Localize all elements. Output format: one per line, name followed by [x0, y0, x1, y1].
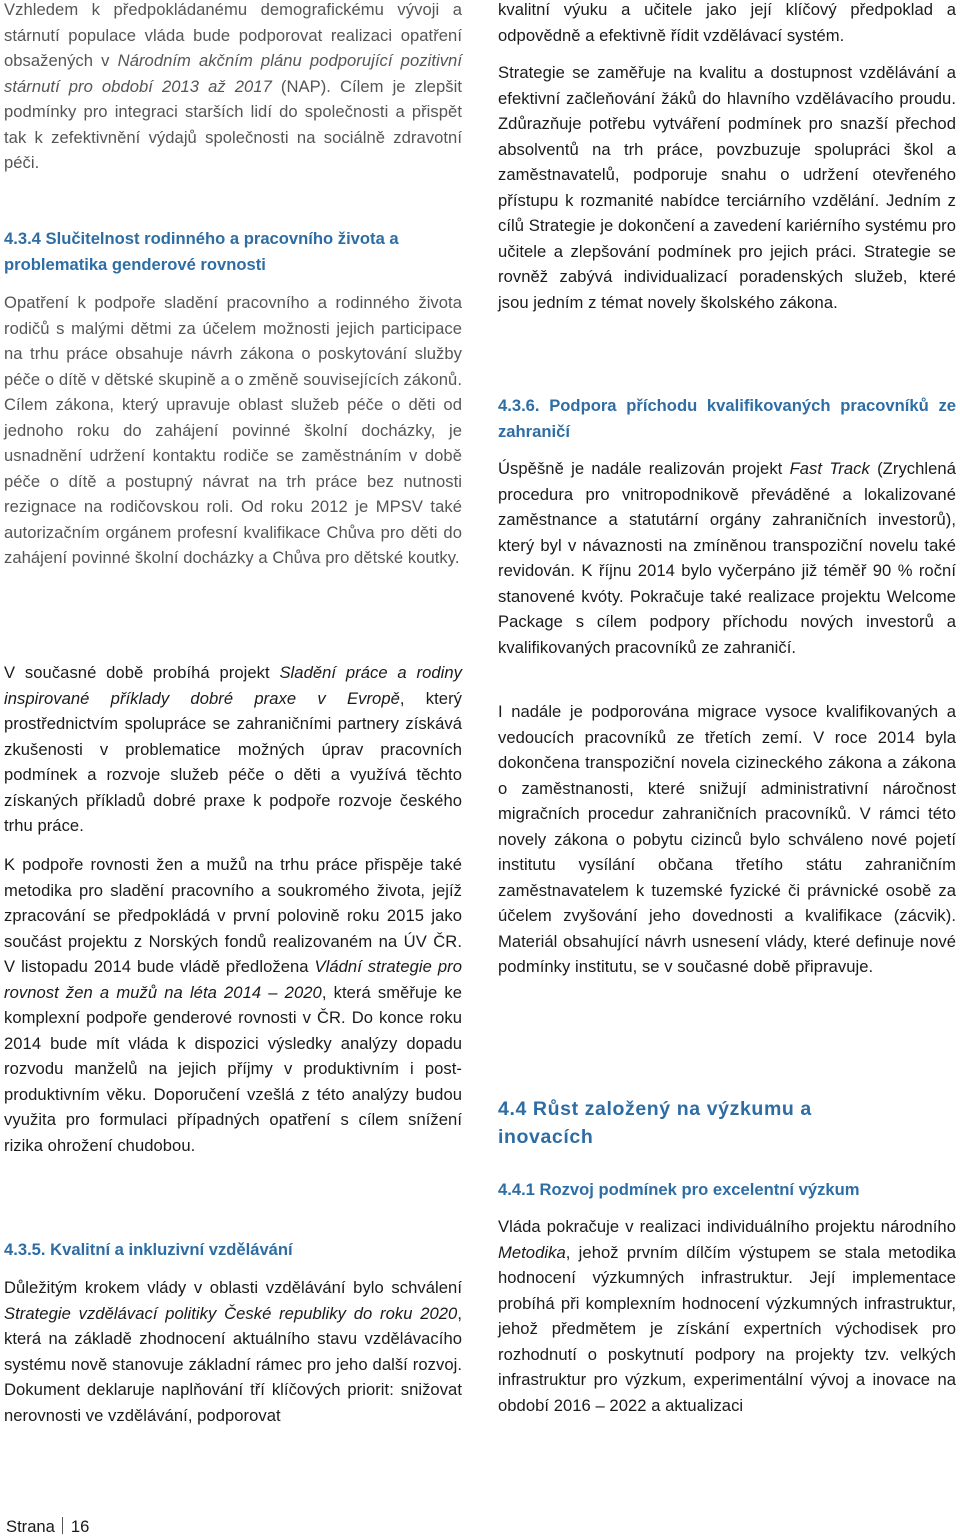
paragraph-strategie-text: Strategie se zaměřuje na kvalitu a dostupnost vzdělávání a efektivní začleňování žáků do hlavního vzdělávacího proudu. Zdůrazňuje potřebu vytváření podmínek pro snazší přechod absolventů na trh práce, povzbuzuje spolupráci škol a zaměstnavatelů, podporuje snahu o udržení otevřeného přístupu k rozmanité nabídce terciárního vzdělání. Jedním z cílů Strategie je dokončení a zavedení kariérního systému pro učitele a zlepšování podmínek pro jejich práci. Strategie se rovněž zabývá individualizací poradenských služeb, které jsou jedním z témat novely školského zákona.: [498, 63, 956, 312]
italic-span: Národním akčním plánu podporující pozitivní stárnutí pro období 2013 až 2017: [4, 51, 462, 96]
paragraph-nap-text: Vzhledem k předpokládanému demografickému vývoji a stárnutí populace vláda bude podporovat realizaci opatření obsažených v Národním akčním plánu podporující pozitivní stárnutí pro období 2013 až 2017 (NAP). Cílem je zlepšit podmínky pro integraci starších lidí do společnosti a přispět tak k zefektivnění výdajů společnosti na sociálně zdravotní péči.: [4, 0, 462, 173]
heading-4-4-1-block: [498, 1177, 956, 1203]
paragraph-projekt: [4, 660, 462, 839]
italic-span: Sladění práce a rodiny inspirované příklady dobré praxe v Evropě: [4, 663, 462, 708]
paragraph-sladeni-text: Opatření k podpoře sladění pracovního a rodinného života rodičů s malými dětmi za účelem možnosti jejich participace na trhu práce obsahuje návrh zákona o poskytování služby péče o dítě v dětské skupině a o změně souvisejících zákonů. Cílem zákona, který upravuje oblast služeb péče o děti od jednoho roku do zahájení povinné školní docházky, je usnadnění udržení kontaktu rodiče se zaměstnáním v době péče o dítě a postupný návrat na trh práce bez nutnosti rezignace na rodičovskou roli. Od roku 2012 je MPSV také autorizačním orgánem profesní kvalifikace Chůva pro děti do zahájení povinné školní docházky a Chůva pro dětské koutky.: [4, 293, 462, 568]
heading-4-4-1: 4.4.1 Rozvoj podmínek pro excelentní výzkum: [498, 1180, 860, 1199]
paragraph-rovnost-text: K podpoře rovnosti žen a mužů na trhu práce přispěje také metodika pro sladění pracovního a soukromého života, jejíž zpracování se předpokládá v první polovině roku 2015 jako součást projektu z Norských fondů realizovaném na ÚV ČR. V listopadu 2014 bude vládě předložena Vládní strategie pro rovnost žen a mužů na léta 2014 – 2020, která směřuje ke komplexní podpoře genderové rovnosti v ČR. Do konce roku 2014 bude mít vláda k dispozici výsledky analýzy dopadu rozvodu manželů na jejich příjmy v produktivním i post-produktivním věku. Doporučení vzešlá z této analýzy budou využita pro formulaci případných opatření s cílem snížení rizika ohrožení chudobou.: [4, 855, 463, 1156]
paragraph-nap: [4, 0, 462, 176]
heading-4-4-block: [498, 1095, 858, 1151]
paragraph-kvalitni-vyuka: [498, 0, 956, 48]
paragraph-sladeni: [4, 290, 462, 571]
heading-4-4: 4.4 Růst založený na výzkumu a inovacích: [498, 1098, 812, 1148]
italic-span: Strategie vzdělávací politiky České republiky do roku 2020: [4, 1303, 458, 1323]
paragraph-projekt-text: V současné době probíhá projekt Sladění práce a rodiny inspirované příklady dobré praxe v Evropě, který prostřednictvím spolupráce se zahraničními partnery získává zkušenosti v problematice možných úprav pracovních podmínek a rozvoje služeb péče o děti a využívá těchto získaných příkladů dobré praxe k podpoře rozvoje českého trhu práce.: [4, 663, 463, 836]
paragraph-migrace: [498, 699, 956, 980]
paragraph-kvalitni-vyuka-text: kvalitní výuku a učitele jako její klíčový předpoklad a odpovědně a efektivně řídit vzdělávací systém.: [498, 0, 956, 45]
page-number: 16: [70, 1517, 90, 1536]
paragraph-metodika-text: Vláda pokračuje v realizaci individuálního projektu národního Metodika, jehož prvním dílčím výstupem se stala metodika hodnocení výzkumných infrastruktur. Její implementace probíhá při komplexním hodnocení výzkumných infrastruktur, jehož předmětem je získání expertních východisek pro rozhodnutí o poskytnutí podpory na projekty tzv. velkých infrastruktur pro výzkum, experimentální vývoj a inovace na období 2016 – 2022 a aktualizaci: [498, 1217, 956, 1415]
footer-label: Strana: [6, 1517, 55, 1536]
italic-span: Vládní strategie pro rovnost žen a mužů na léta 2014 – 2020: [4, 957, 462, 1002]
italic-span: Metodika: [498, 1242, 566, 1262]
heading-4-3-6: 4.3.6. Podpora příchodu kvalifikovaných pracovníků ze zahraničí: [498, 396, 956, 441]
heading-4-3-5-block: [4, 1237, 462, 1263]
paragraph-vzdelavani: [4, 1275, 462, 1428]
paragraph-fast-track-text: Úspěšně je nadále realizován projekt Fast Track (Zrychlená procedura pro vnitropodnikově převáděné a lokalizované zaměstnance a statutární orgány zahraničních investorů), který byl v návaznosti na zmíněnou transpoziční novelu také revidován. K říjnu 2014 bylo vyčerpáno již téměř 90 % roční stanovené kvóty. Pokračuje také realizace projektu Welcome Package s cílem podpory příchodu nových investorů a kvalifikovaných pracovníků ze zahraničí.: [498, 459, 956, 657]
page-footer: [6, 1514, 89, 1539]
heading-4-3-4-block: [4, 226, 462, 277]
paragraph-rovnost: [4, 852, 462, 1159]
paragraph-strategie: [498, 60, 956, 315]
paragraph-fast-track: [498, 456, 956, 660]
paragraph-vzdelavani-text: Důležitým krokem vlády v oblasti vzdělávání bylo schválení Strategie vzdělávací politiky České republiky do roku 2020, která na základě zhodnocení aktuálního stavu vzdělávacího systému nově stanovuje základní rámec pro jeho další rozvoj. Dokument deklaruje naplňování tří klíčových priorit: snižovat nerovnosti ve vzdělávání, podporovat: [4, 1278, 462, 1425]
heading-4-3-6-block: [498, 393, 956, 444]
paragraph-metodika: [498, 1214, 956, 1418]
paragraph-migrace-text: I nadále je podporována migrace vysoce kvalifikovaných a vedoucích pracovníků ze třetích zemí. V roce 2014 byla dokončena transpoziční novela cizineckého zákona a zákona o zaměstnanosti, které snižují administrativní náročnost migračních procedur zahraničních pracovníků. V rámci této novely zákona o pobytu cizinců bylo schváleno nové pojetí institutu vysílání občana třetího státu zahraničním zaměstnavatelem k tuzemské fyzické či právnické osobě za účelem zvyšování jeho dovednosti a kvalifikace (zácvik). Materiál obsahující návrh usnesení vlády, které definuje nové podmínky institutu, se v současné době připravuje.: [498, 702, 956, 977]
italic-span: Fast Track: [789, 459, 870, 478]
heading-4-3-5: 4.3.5. Kvalitní a inkluzivní vzdělávání: [4, 1240, 293, 1259]
heading-4-3-4: 4.3.4 Slučitelnost rodinného a pracovního života a problematika genderové rovnosti: [4, 229, 399, 274]
footer-separator: [62, 1517, 63, 1534]
